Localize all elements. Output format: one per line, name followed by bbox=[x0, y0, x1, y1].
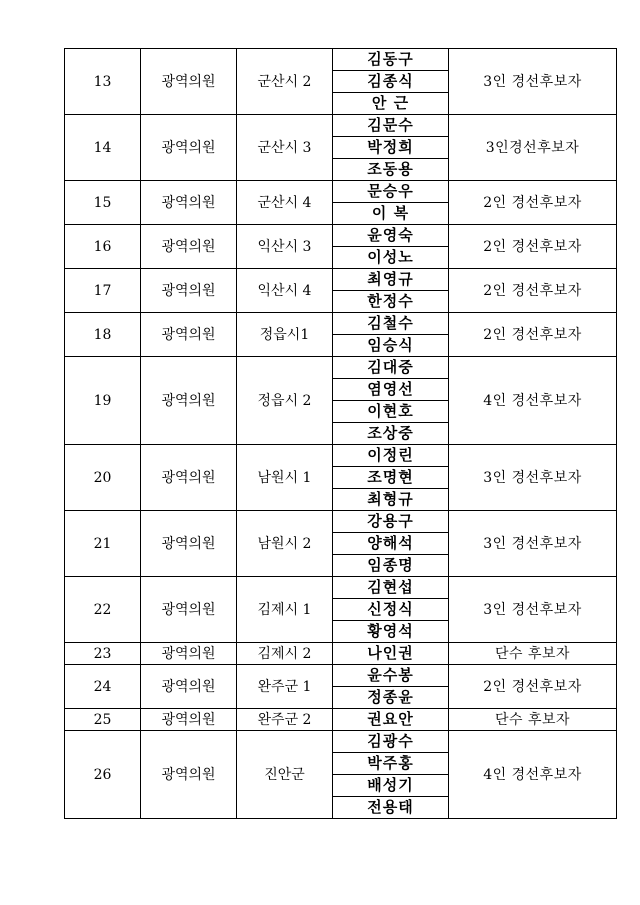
candidate-status: 3인경선후보자 bbox=[449, 115, 617, 181]
candidate-status: 단수 후보자 bbox=[449, 709, 617, 731]
candidate-name: 김종식 bbox=[333, 71, 449, 93]
district-name: 완주군 2 bbox=[237, 709, 333, 731]
candidate-status: 2인 경선후보자 bbox=[449, 225, 617, 269]
candidate-status: 단수 후보자 bbox=[449, 643, 617, 665]
row-number: 13 bbox=[65, 49, 141, 115]
table-row bbox=[65, 445, 617, 467]
candidate-name: 윤수봉 bbox=[333, 665, 449, 687]
election-type: 광역의원 bbox=[141, 269, 237, 313]
candidate-name: 김철수 bbox=[333, 313, 449, 335]
candidate-name: 김동구 bbox=[333, 49, 449, 71]
candidate-name: 이 복 bbox=[333, 203, 449, 225]
candidate-name: 안 근 bbox=[333, 93, 449, 115]
candidate-name: 권요안 bbox=[333, 709, 449, 731]
election-type: 광역의원 bbox=[141, 181, 237, 225]
candidate-name: 황영석 bbox=[333, 621, 449, 643]
table-row bbox=[65, 313, 617, 335]
district-name: 군산시 2 bbox=[237, 49, 333, 115]
candidate-name: 조명현 bbox=[333, 467, 449, 489]
candidate-name: 박정희 bbox=[333, 137, 449, 159]
district-name: 남원시 1 bbox=[237, 445, 333, 511]
candidate-name: 임승식 bbox=[333, 335, 449, 357]
district-name: 김제시 1 bbox=[237, 577, 333, 643]
candidate-name: 문승우 bbox=[333, 181, 449, 203]
candidate-status: 2인 경선후보자 bbox=[449, 269, 617, 313]
candidate-status: 2인 경선후보자 bbox=[449, 181, 617, 225]
candidate-status: 3인 경선후보자 bbox=[449, 577, 617, 643]
candidate-name: 김문수 bbox=[333, 115, 449, 137]
district-name: 군산시 4 bbox=[237, 181, 333, 225]
candidate-name: 조동용 bbox=[333, 159, 449, 181]
table-row bbox=[65, 665, 617, 687]
district-name: 군산시 3 bbox=[237, 115, 333, 181]
candidate-name: 김광수 bbox=[333, 731, 449, 753]
table-row bbox=[65, 49, 617, 71]
candidate-table-body bbox=[65, 49, 617, 819]
row-number: 21 bbox=[65, 511, 141, 577]
election-type: 광역의원 bbox=[141, 643, 237, 665]
candidate-status: 3인 경선후보자 bbox=[449, 511, 617, 577]
candidate-name: 전용태 bbox=[333, 797, 449, 819]
election-type: 광역의원 bbox=[141, 357, 237, 445]
candidate-name: 김현섭 bbox=[333, 577, 449, 599]
candidate-status: 2인 경선후보자 bbox=[449, 313, 617, 357]
candidate-name: 임종명 bbox=[333, 555, 449, 577]
candidate-name: 강용구 bbox=[333, 511, 449, 533]
table-row bbox=[65, 731, 617, 753]
table-row bbox=[65, 181, 617, 203]
table-row bbox=[65, 225, 617, 247]
row-number: 19 bbox=[65, 357, 141, 445]
election-type: 광역의원 bbox=[141, 115, 237, 181]
election-type: 광역의원 bbox=[141, 731, 237, 819]
candidate-name: 박주홍 bbox=[333, 753, 449, 775]
candidate-name: 이정린 bbox=[333, 445, 449, 467]
candidate-name: 최형규 bbox=[333, 489, 449, 511]
row-number: 25 bbox=[65, 709, 141, 731]
row-number: 16 bbox=[65, 225, 141, 269]
candidate-name: 신정식 bbox=[333, 599, 449, 621]
election-type: 광역의원 bbox=[141, 225, 237, 269]
district-name: 완주군 1 bbox=[237, 665, 333, 709]
election-type: 광역의원 bbox=[141, 49, 237, 115]
candidate-name: 조상중 bbox=[333, 423, 449, 445]
district-name: 정읍시 2 bbox=[237, 357, 333, 445]
district-name: 진안군 bbox=[237, 731, 333, 819]
table-row bbox=[65, 115, 617, 137]
row-number: 26 bbox=[65, 731, 141, 819]
candidate-name: 이성노 bbox=[333, 247, 449, 269]
row-number: 22 bbox=[65, 577, 141, 643]
election-type: 광역의원 bbox=[141, 709, 237, 731]
row-number: 23 bbox=[65, 643, 141, 665]
candidate-status: 3인 경선후보자 bbox=[449, 49, 617, 115]
election-type: 광역의원 bbox=[141, 511, 237, 577]
table-row bbox=[65, 357, 617, 379]
row-number: 18 bbox=[65, 313, 141, 357]
row-number: 17 bbox=[65, 269, 141, 313]
district-name: 익산시 4 bbox=[237, 269, 333, 313]
candidate-status: 2인 경선후보자 bbox=[449, 665, 617, 709]
candidate-name: 양해석 bbox=[333, 533, 449, 555]
candidate-status: 3인 경선후보자 bbox=[449, 445, 617, 511]
table-row bbox=[65, 269, 617, 291]
row-number: 15 bbox=[65, 181, 141, 225]
table-row bbox=[65, 709, 617, 731]
candidate-status: 4인 경선후보자 bbox=[449, 357, 617, 445]
row-number: 20 bbox=[65, 445, 141, 511]
district-name: 남원시 2 bbox=[237, 511, 333, 577]
candidate-name: 배성기 bbox=[333, 775, 449, 797]
candidate-name: 나인권 bbox=[333, 643, 449, 665]
candidate-name: 김대중 bbox=[333, 357, 449, 379]
row-number: 24 bbox=[65, 665, 141, 709]
candidate-name: 윤영숙 bbox=[333, 225, 449, 247]
election-type: 광역의원 bbox=[141, 445, 237, 511]
election-type: 광역의원 bbox=[141, 313, 237, 357]
table-row bbox=[65, 511, 617, 533]
candidate-name: 정종윤 bbox=[333, 687, 449, 709]
election-type: 광역의원 bbox=[141, 665, 237, 709]
candidate-table bbox=[64, 48, 617, 819]
election-type: 광역의원 bbox=[141, 577, 237, 643]
district-name: 정읍시1 bbox=[237, 313, 333, 357]
candidate-name: 최영규 bbox=[333, 269, 449, 291]
table-row bbox=[65, 643, 617, 665]
table-row bbox=[65, 577, 617, 599]
candidate-name: 한정수 bbox=[333, 291, 449, 313]
district-name: 김제시 2 bbox=[237, 643, 333, 665]
district-name: 익산시 3 bbox=[237, 225, 333, 269]
candidate-name: 염영선 bbox=[333, 379, 449, 401]
candidate-status: 4인 경선후보자 bbox=[449, 731, 617, 819]
candidate-name: 이현호 bbox=[333, 401, 449, 423]
row-number: 14 bbox=[65, 115, 141, 181]
